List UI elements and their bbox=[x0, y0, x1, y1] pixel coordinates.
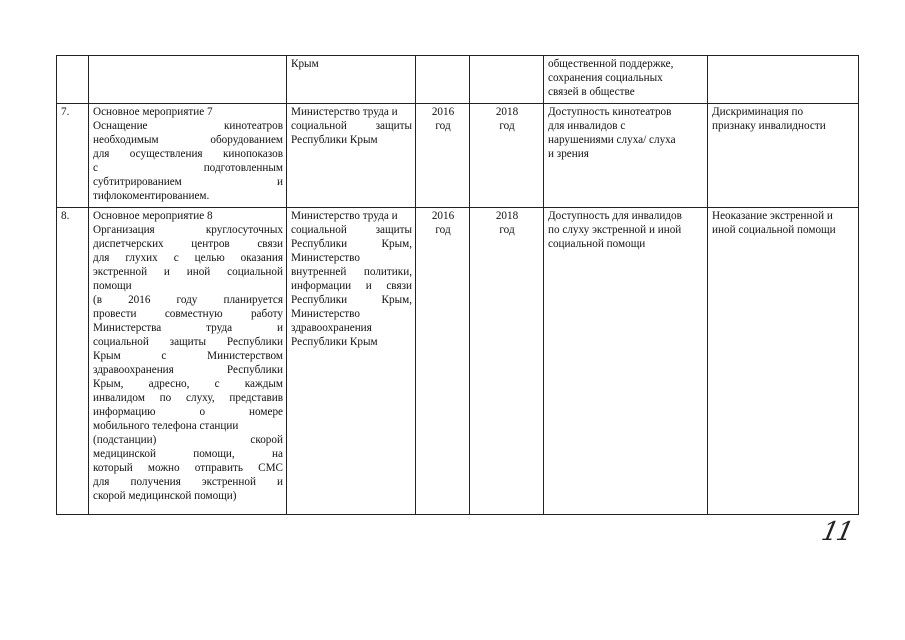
cell-line: Крым с Министерством bbox=[93, 350, 283, 362]
cell-text: 7. bbox=[61, 106, 70, 118]
cell-line: Основное мероприятие 8 bbox=[93, 210, 213, 222]
cell-end-year bbox=[470, 208, 544, 515]
cell-line: (в 2016 году планируется bbox=[93, 294, 283, 306]
table-body bbox=[57, 56, 859, 515]
cell-line: Республики Крым bbox=[291, 336, 378, 348]
cell-line: и зрения bbox=[548, 148, 589, 160]
cell-line: Крым bbox=[291, 58, 319, 70]
cell-risk bbox=[708, 56, 859, 104]
cell-risk bbox=[708, 208, 859, 515]
cell-line: (подстанции) скорой bbox=[93, 434, 283, 446]
cell-line: Оснащение кинотеатров bbox=[93, 120, 283, 132]
cell-line: для получения экстренной и bbox=[93, 476, 283, 488]
cell-line: для глухих с целью оказания bbox=[93, 252, 283, 264]
cell-text: 8. bbox=[61, 210, 70, 222]
cell-line: Республики Крым, bbox=[291, 238, 412, 250]
cell-start-year bbox=[416, 104, 470, 208]
cell-executor bbox=[287, 208, 416, 515]
cell-line: Министерство bbox=[291, 308, 360, 320]
cell-line: 2016 bbox=[431, 210, 455, 222]
cell-line: Доступность кинотеатров bbox=[548, 106, 672, 118]
cell-event bbox=[89, 104, 287, 208]
cell-line: тифлокоментированием. bbox=[93, 190, 210, 202]
cell-line: информацию о номере bbox=[93, 406, 283, 418]
cell-event bbox=[89, 56, 287, 104]
table-row-measure-7 bbox=[57, 104, 859, 208]
cell-line: общественной поддержке, bbox=[548, 58, 674, 70]
cell-line: скорой медицинской помощи) bbox=[93, 490, 237, 502]
cell-line: здравоохранения bbox=[291, 322, 372, 334]
cell-line: Министерство труда и bbox=[291, 106, 398, 118]
cell-line: Республики Крым bbox=[291, 134, 378, 146]
cell-event bbox=[89, 208, 287, 515]
cell-number bbox=[57, 208, 89, 515]
cell-line: экстренной и иной социальной bbox=[93, 266, 283, 278]
cell-line: признаку инвалидности bbox=[712, 120, 826, 132]
cell-end-year bbox=[470, 56, 544, 104]
cell-line: социальной защиты bbox=[291, 224, 412, 236]
cell-line: Министерство труда и bbox=[291, 210, 398, 222]
cell-expected-result bbox=[544, 104, 708, 208]
cell-expected-result bbox=[544, 208, 708, 515]
cell-line: иной социальной помощи bbox=[712, 224, 836, 236]
cell-line: для инвалидов с bbox=[548, 120, 626, 132]
cell-line: Неоказание экстренной и bbox=[712, 210, 833, 222]
cell-line: по слуху экстренной и иной bbox=[548, 224, 682, 236]
cell-line: с подготовленным bbox=[93, 162, 283, 174]
cell-line: Крым, адресно, с каждым bbox=[93, 378, 283, 390]
cell-line: связей в обществе bbox=[548, 86, 635, 98]
cell-line: социальной защиты bbox=[291, 120, 412, 132]
cell-line: 2018 bbox=[495, 210, 519, 222]
cell-line: Организация круглосуточных bbox=[93, 224, 283, 236]
cell-line: медицинской помощи, на bbox=[93, 448, 283, 460]
cell-number bbox=[57, 56, 89, 104]
table-row-continuation bbox=[57, 56, 859, 104]
cell-line: нарушениями слуха/ слуха bbox=[548, 134, 676, 146]
cell-line: социальной помощи bbox=[548, 238, 646, 250]
table-row-measure-8 bbox=[57, 208, 859, 515]
cell-line: для осуществления кинопоказов bbox=[93, 148, 283, 160]
measures-table bbox=[56, 55, 859, 515]
cell-start-year bbox=[416, 208, 470, 515]
cell-start-year bbox=[416, 56, 470, 104]
cell-risk bbox=[708, 104, 859, 208]
cell-line: 2018 bbox=[495, 106, 519, 118]
cell-line: Основное мероприятие 7 bbox=[93, 106, 213, 118]
page-number: 11 bbox=[818, 517, 855, 547]
cell-line: необходимым оборудованием bbox=[93, 134, 283, 146]
cell-executor bbox=[287, 104, 416, 208]
cell-line: мобильного телефона станции bbox=[93, 420, 239, 432]
cell-line: год bbox=[435, 120, 451, 132]
cell-executor bbox=[287, 56, 416, 104]
cell-line: год bbox=[499, 224, 515, 236]
cell-line: провести совместную работу bbox=[93, 308, 283, 320]
cell-line: информации и связи bbox=[291, 280, 412, 292]
cell-line: социальной защиты Республики bbox=[93, 336, 283, 348]
cell-line: инвалидом по слуху, представив bbox=[93, 392, 283, 404]
cell-line: Республики Крым, bbox=[291, 294, 412, 306]
cell-line: диспетчерских центров связи bbox=[93, 238, 283, 250]
cell-line: сохранения социальных bbox=[548, 72, 663, 84]
cell-end-year bbox=[470, 104, 544, 208]
cell-line: Дискриминация по bbox=[712, 106, 804, 118]
cell-line: год bbox=[499, 120, 515, 132]
cell-expected-result bbox=[544, 56, 708, 104]
cell-line: Доступность для инвалидов bbox=[548, 210, 682, 222]
cell-line: который можно отправить СМС bbox=[93, 462, 283, 474]
cell-line: внутренней политики, bbox=[291, 266, 412, 278]
cell-line: помощи bbox=[93, 280, 132, 292]
cell-line: субтитрированием и bbox=[93, 176, 283, 188]
cell-line: год bbox=[435, 224, 451, 236]
cell-line: Министерства труда и bbox=[93, 322, 283, 334]
cell-line: здравоохранения Республики bbox=[93, 364, 283, 376]
cell-number bbox=[57, 104, 89, 208]
cell-line: 2016 bbox=[431, 106, 455, 118]
cell-line: Министерство bbox=[291, 252, 360, 264]
